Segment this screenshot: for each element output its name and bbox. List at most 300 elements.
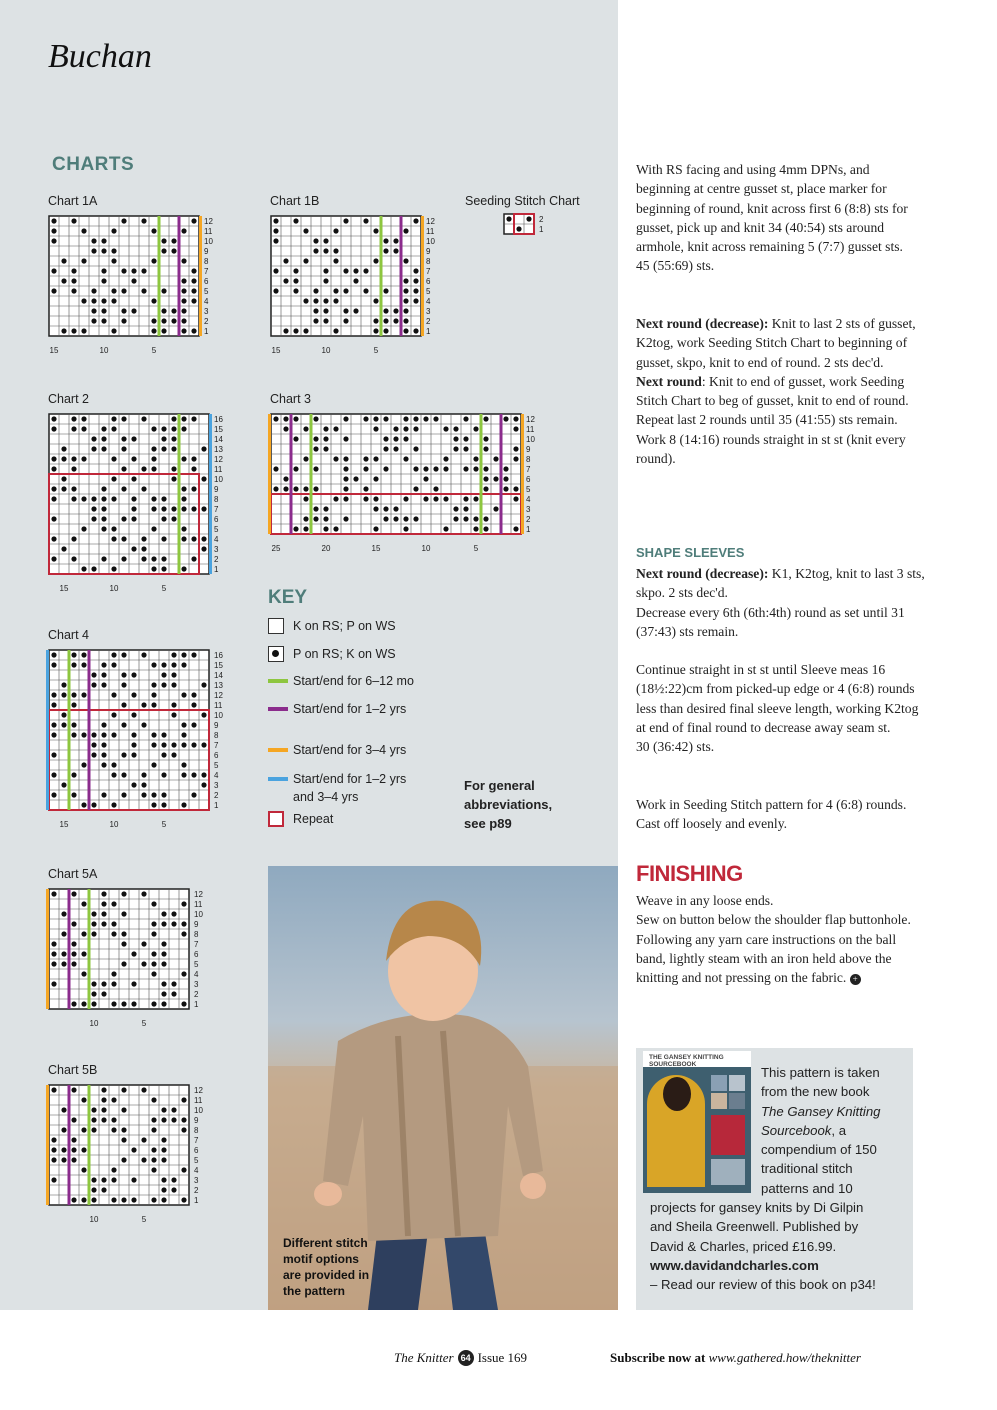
purl-dot	[343, 416, 348, 421]
purl-dot	[473, 516, 478, 521]
purl-dot	[181, 1197, 186, 1202]
purl-dot	[91, 496, 96, 501]
purl-dot	[111, 931, 116, 936]
instruction-label: Next round (decrease):	[636, 316, 769, 331]
purl-dot	[423, 496, 428, 501]
book-line: projects for gansey knits by Di Gilpin	[650, 1200, 864, 1216]
purl-dot	[363, 486, 368, 491]
caption-line: the pattern	[283, 1284, 346, 1298]
purl-dot	[101, 278, 106, 283]
purl-dot	[181, 742, 186, 747]
purl-dot	[333, 258, 338, 263]
purl-dot	[151, 951, 156, 956]
purl-dot	[81, 762, 86, 767]
purl-dot	[151, 506, 156, 511]
purl-dot	[171, 416, 176, 421]
col-tick-label: 5	[161, 820, 167, 829]
purl-dot	[141, 961, 146, 966]
purl-dot	[91, 506, 96, 511]
purl-dot	[343, 466, 348, 471]
purl-dot	[121, 941, 126, 946]
key-item-1-2-and-3-4yrs	[268, 770, 418, 806]
purl-dot	[343, 436, 348, 441]
purl-dot	[71, 722, 76, 727]
purl-dot	[513, 416, 518, 421]
purl-dot	[303, 486, 308, 491]
purl-dot	[151, 901, 156, 906]
purl-dot	[161, 328, 166, 333]
purl-dot	[131, 1197, 136, 1202]
purl-dot	[121, 722, 126, 727]
col-tick-label: 15	[49, 346, 59, 355]
purl-dot	[181, 308, 186, 313]
purl-dot	[51, 466, 56, 471]
purl-dot	[151, 496, 156, 501]
purl-dot	[91, 1187, 96, 1192]
purl-dot	[181, 318, 186, 323]
purl-dot	[373, 318, 378, 323]
purl-dot	[443, 456, 448, 461]
repeat-box-icon	[268, 811, 284, 827]
purl-dot	[131, 496, 136, 501]
col-tick-label: 5	[473, 544, 479, 553]
continue-count: 30 (36:42) sts.	[636, 739, 715, 755]
purl-dot	[373, 328, 378, 333]
purl-dot	[273, 268, 278, 273]
purl-dot	[513, 526, 518, 531]
purl-dot	[101, 921, 106, 926]
purl-dot	[513, 426, 518, 431]
chart-4-label: Chart 4	[48, 628, 89, 642]
purl-dot	[161, 951, 166, 956]
purl-dot	[101, 436, 106, 441]
purl-dot	[71, 891, 76, 896]
purl-dot	[181, 1127, 186, 1132]
purl-dot	[443, 496, 448, 501]
col-tick-label: 10	[109, 820, 119, 829]
purl-dot	[111, 772, 116, 777]
col-tick-label: 5	[141, 1215, 147, 1224]
purl-dot	[91, 1197, 96, 1202]
instruction-label: Next round	[636, 373, 702, 389]
row-tick-label: 11	[214, 465, 223, 474]
row-tick-label: 9	[426, 247, 431, 256]
purl-dot	[313, 506, 318, 511]
purl-dot	[101, 762, 106, 767]
purl-dot	[191, 416, 196, 421]
purl-dot	[343, 476, 348, 481]
row-tick-label: 1	[214, 565, 219, 574]
purl-dot	[171, 672, 176, 677]
purl-dot	[131, 506, 136, 511]
book-url-link[interactable]: www.davidandcharles.com	[650, 1257, 819, 1273]
row-tick-label: 8	[194, 930, 199, 939]
purl-dot	[71, 268, 76, 273]
purl-dot	[343, 486, 348, 491]
purl-dot	[61, 951, 66, 956]
purl-dot	[151, 971, 156, 976]
purl-dot	[413, 278, 418, 283]
purl-dot	[171, 682, 176, 687]
purl-dot	[121, 682, 126, 687]
purl-dot	[71, 1197, 76, 1202]
purl-dot	[513, 446, 518, 451]
purl-dot	[101, 486, 106, 491]
purl-dot	[323, 506, 328, 511]
purl-dot	[161, 496, 166, 501]
row-tick-label: 12	[194, 1086, 203, 1095]
purl-dot	[161, 436, 166, 441]
purl-dot	[61, 1157, 66, 1162]
purl-dot	[283, 476, 288, 481]
purl-dot	[383, 288, 388, 293]
purl-dot	[303, 516, 308, 521]
purl-dot	[433, 496, 438, 501]
purl-dot	[91, 308, 96, 313]
subscribe-link[interactable]: www.gathered.how/theknitter	[708, 1350, 861, 1365]
row-tick-label: 3	[204, 307, 209, 316]
purl-dot	[403, 308, 408, 313]
purl-dot	[413, 268, 418, 273]
row-tick-label: 5	[194, 960, 199, 969]
purl-dot	[181, 901, 186, 906]
purl-dot	[506, 216, 511, 221]
purl-dot	[201, 446, 206, 451]
purl-dot	[91, 742, 96, 747]
row-tick-label: 5	[214, 761, 219, 770]
purl-dot	[141, 536, 146, 541]
purl-dot	[121, 672, 126, 677]
row-tick-label: 3	[194, 980, 199, 989]
purl-dot	[71, 652, 76, 657]
seeding-section	[636, 795, 926, 834]
purl-dot	[121, 218, 126, 223]
footer-magazine	[394, 1350, 527, 1366]
row-tick-label: 9	[526, 445, 531, 454]
purl-dot	[161, 426, 166, 431]
purl-dot	[121, 416, 126, 421]
purl-dot	[151, 556, 156, 561]
purl-dot	[443, 426, 448, 431]
purl-dot	[273, 238, 278, 243]
purl-dot	[181, 298, 186, 303]
abbreviations-note	[464, 776, 552, 833]
purl-dot	[161, 1107, 166, 1112]
purl-dot	[61, 911, 66, 916]
purl-dot	[363, 268, 368, 273]
purl-dot	[51, 268, 56, 273]
purl-dot	[91, 238, 96, 243]
purl-dot	[453, 436, 458, 441]
seeding-stitch-chart-grid	[503, 212, 563, 240]
purl-dot	[91, 802, 96, 807]
purl-dot	[101, 911, 106, 916]
purl-dot	[373, 456, 378, 461]
purl-dot	[101, 298, 106, 303]
row-tick-label: 4	[194, 1166, 199, 1175]
purl-dot	[151, 1001, 156, 1006]
book-line: This pattern is taken	[761, 1065, 880, 1080]
purl-dot	[473, 526, 478, 531]
book-line: The Gansey Knitting	[761, 1103, 881, 1119]
purl-dot	[343, 496, 348, 501]
purl-dot	[191, 792, 196, 797]
purl-dot	[171, 921, 176, 926]
purl-dot	[171, 1187, 176, 1192]
purl-dot	[151, 1097, 156, 1102]
purl-dot	[181, 288, 186, 293]
purl-dot	[383, 446, 388, 451]
purl-dot	[151, 961, 156, 966]
purl-dot	[91, 991, 96, 996]
purl-dot	[101, 556, 106, 561]
purl-dot	[61, 931, 66, 936]
purl-dot	[293, 436, 298, 441]
row-tick-label: 5	[194, 1156, 199, 1165]
book-line: patterns and 10	[761, 1180, 853, 1196]
purl-dot	[161, 556, 166, 561]
purl-dot	[161, 446, 166, 451]
purl-dot	[91, 1177, 96, 1182]
purl-dot	[61, 1127, 66, 1132]
purl-dot	[71, 1117, 76, 1122]
row-tick-label: 6	[204, 277, 209, 286]
purl-dot	[201, 782, 206, 787]
purl-dot	[463, 496, 468, 501]
purl-dot	[171, 981, 176, 986]
green-line-icon	[268, 679, 288, 683]
purl-dot	[121, 436, 126, 441]
purl-dot	[303, 228, 308, 233]
purl-dot	[393, 248, 398, 253]
purl-dot	[141, 772, 146, 777]
purl-dot	[131, 1177, 136, 1182]
purl-dot	[383, 318, 388, 323]
purl-dot	[293, 218, 298, 223]
purl-dot	[121, 318, 126, 323]
purl-dot	[71, 496, 76, 501]
purl-dot	[101, 991, 106, 996]
purl-dot	[111, 901, 116, 906]
purl-dot	[393, 318, 398, 323]
row-tick-label: 3	[214, 545, 219, 554]
purl-dot	[353, 476, 358, 481]
purl-dot	[71, 662, 76, 667]
purl-dot	[61, 476, 66, 481]
purl-dot	[191, 556, 196, 561]
shape-sleeves-heading: SHAPE SLEEVES	[636, 545, 745, 560]
purl-dot	[151, 662, 156, 667]
purl-dot	[333, 228, 338, 233]
row-tick-label: 14	[214, 671, 223, 680]
purl-dot	[71, 1147, 76, 1152]
purl-dot	[181, 971, 186, 976]
chart-5a-label: Chart 5A	[48, 867, 98, 881]
instruction-text: K1, K2tog, knit to last 3 sts, skpo. 2 sts dec'd.	[636, 566, 925, 601]
purl-dot	[121, 446, 126, 451]
purl-dot	[121, 536, 126, 541]
purl-dot	[121, 308, 126, 313]
purl-dot	[171, 318, 176, 323]
purl-dot	[383, 308, 388, 313]
purl-dot	[393, 308, 398, 313]
col-tick-label: 10	[321, 346, 331, 355]
purl-dot	[161, 732, 166, 737]
purl-dot	[121, 466, 126, 471]
purl-dot	[383, 466, 388, 471]
purl-dot	[181, 762, 186, 767]
purl-dot	[463, 436, 468, 441]
purl-dot	[191, 268, 196, 273]
purl-dot	[101, 506, 106, 511]
purl-dot	[61, 1147, 66, 1152]
row-tick-label: 7	[194, 1136, 199, 1145]
purl-dot	[181, 692, 186, 697]
purl-dot	[171, 712, 176, 717]
purl-dot	[111, 981, 116, 986]
purl-dot	[283, 426, 288, 431]
purl-dot	[151, 682, 156, 687]
purl-dot	[121, 961, 126, 966]
purl-dot	[51, 662, 56, 667]
row-tick-label: 4	[526, 495, 531, 504]
purl-dot	[71, 961, 76, 966]
row-tick-label: 10	[194, 910, 203, 919]
purl-dot	[91, 1001, 96, 1006]
purl-dot	[111, 526, 116, 531]
caption-line: motif options	[283, 1252, 359, 1266]
purl-dot	[151, 228, 156, 233]
purl-dot	[111, 1167, 116, 1172]
purl-dot	[51, 426, 56, 431]
purl-dot	[463, 466, 468, 471]
purl-dot	[51, 722, 56, 727]
key-item-repeat	[268, 811, 333, 827]
purl-dot	[383, 328, 388, 333]
row-tick-label: 7	[426, 267, 431, 276]
purl-dot	[91, 446, 96, 451]
purl-dot	[111, 536, 116, 541]
purl-dot	[201, 546, 206, 551]
purl-dot	[161, 662, 166, 667]
purl-dot	[161, 1137, 166, 1142]
col-tick-label: 5	[141, 1019, 147, 1028]
purl-dot	[51, 416, 56, 421]
purl-dot	[81, 1001, 86, 1006]
purl-dot	[161, 288, 166, 293]
purl-dot	[81, 258, 86, 263]
purl-dot	[91, 911, 96, 916]
purl-dot	[91, 672, 96, 677]
row-tick-label: 3	[526, 505, 531, 514]
row-tick-label: 15	[214, 661, 223, 670]
purl-dot	[171, 436, 176, 441]
purl-dot	[313, 248, 318, 253]
purl-dot	[151, 732, 156, 737]
chart-5b-grid	[40, 1081, 230, 1226]
purl-dot	[181, 526, 186, 531]
purl-dot	[101, 238, 106, 243]
purl-dot	[513, 486, 518, 491]
purl-dot	[101, 891, 106, 896]
key-label: Start/end for 1–2 yrs and 3–4 yrs	[293, 772, 407, 804]
purl-dot	[91, 752, 96, 757]
col-tick-label: 5	[161, 584, 167, 593]
purl-dot	[111, 1097, 116, 1102]
row-tick-label: 12	[426, 217, 435, 226]
work-text: Work 8 (14:16) rounds straight in st st (knit every round).	[636, 431, 906, 467]
row-tick-label: 2	[214, 791, 219, 800]
purl-dot	[313, 516, 318, 521]
row-tick-label: 10	[204, 237, 213, 246]
purl-dot	[111, 652, 116, 657]
purl-dot	[191, 298, 196, 303]
purl-dot	[313, 466, 318, 471]
purl-dot	[181, 921, 186, 926]
row-tick-label: 6	[194, 950, 199, 959]
purl-dot	[273, 228, 278, 233]
magazine-name: The Knitter	[394, 1350, 454, 1365]
purl-dot	[151, 1127, 156, 1132]
col-tick-label: 20	[321, 544, 331, 553]
purl-dot	[51, 238, 56, 243]
purl-dot	[191, 536, 196, 541]
purl-dot	[161, 961, 166, 966]
purl-dot	[81, 692, 86, 697]
purl-dot	[111, 692, 116, 697]
row-tick-label: 10	[426, 237, 435, 246]
chart-1a-grid	[40, 212, 240, 357]
purl-dot	[91, 516, 96, 521]
purl-dot	[443, 526, 448, 531]
purl-dot	[121, 911, 126, 916]
purl-dot	[353, 278, 358, 283]
chart-2-grid	[40, 410, 240, 600]
chart-4-grid	[40, 646, 240, 836]
row-tick-label: 4	[194, 970, 199, 979]
purl-dot	[443, 466, 448, 471]
purl-dot	[161, 991, 166, 996]
key-heading: KEY	[268, 587, 308, 608]
row-tick-label: 9	[214, 485, 219, 494]
purl-dot	[313, 238, 318, 243]
purl-dot	[141, 218, 146, 223]
purl-dot	[493, 506, 498, 511]
purl-dot	[71, 792, 76, 797]
finishing-text: Sew on button below the shoulder flap buttonhole.	[636, 912, 911, 928]
subscribe-text: Subscribe now at	[610, 1350, 706, 1365]
purl-dot	[141, 556, 146, 561]
row-tick-label: 11	[426, 227, 435, 236]
seeding-text: Work in Seeding Stitch pattern for 4 (6:8) rounds.	[636, 797, 907, 812]
col-tick-label: 15	[271, 346, 281, 355]
purl-dot	[131, 546, 136, 551]
purl-dot	[131, 742, 136, 747]
row-tick-label: 4	[214, 771, 219, 780]
purl-dot	[151, 1117, 156, 1122]
purl-dot	[333, 496, 338, 501]
purl-dot	[51, 516, 56, 521]
purl-dot	[131, 436, 136, 441]
row-tick-label: 8	[214, 495, 219, 504]
book-line: traditional stitch	[761, 1161, 853, 1177]
purl-dot	[333, 526, 338, 531]
purl-dot	[171, 238, 176, 243]
purl-dot	[493, 476, 498, 481]
purl-dot	[51, 486, 56, 491]
purl-dot	[81, 298, 86, 303]
purl-dot	[121, 1197, 126, 1202]
